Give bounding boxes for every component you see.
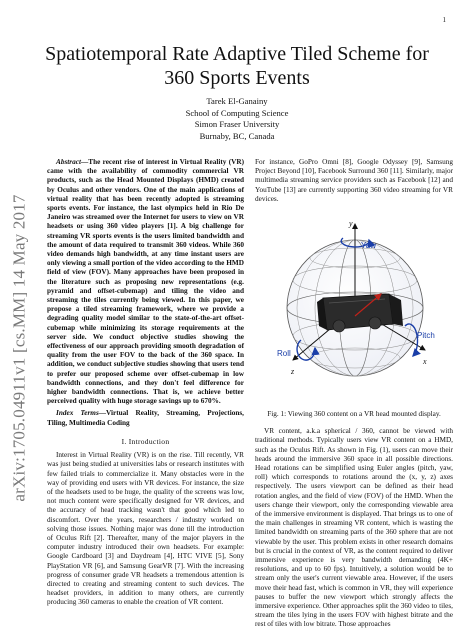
- index-terms-lead: Index Terms: [56, 409, 99, 418]
- left-column: [47, 158, 244, 608]
- page-number: 1: [442, 16, 446, 24]
- yaw-label: Yaw: [361, 241, 376, 251]
- hmd-sphere-diagram: [255, 208, 453, 408]
- abstract-text: —The recent rise of interest in Virtual Reality (VR) came with the availability of commodity commercial VR products, such as the Head Mounted Displays (HMD) created by Oculus and other vendors. One of the main applications of virtual reality that has been recently adopted is streaming sports events. For instance, the last olympics held in Rio De Janeiro was streamed over the Internet for users to view on VR headsets or using 360 video players [1]. A big challenge for streaming VR sports events is the users limited bandwidth and the amount of data required to transmit 360 videos. While 360 video demands high bandwidth, at any time instant users are only viewing a small portion of the video according to the HMD field of view (FOV). Many approaches have been proposed in the literature such as proposing new representations (e.g. pyramid and offset-cubemap) and tiling the video and streaming the tiles currently being viewed. In this paper, we propose a tiled streaming framework, where we provide a degrading quality model similar to the state-of-the-art offset-cubemap while minimizing its storage requirements at the server side. We conduct objective studies showing the effectiveness of our approach providing smooth degradation of quality from the user FOV to the back of the 360 space. In addition, we conduct subjective studies showing that users tend to prefer our proposed scheme over offset-cubemap in low bandwidth connections, and they don't feel difference for higher bandwidth connections. That is, we achieve better perceived quality with huge storage savings up to 670%.: [47, 158, 244, 406]
- index-terms-text: —Virtual Reality, Streaming, Projections, Tiling, Multimedia Coding: [47, 409, 244, 427]
- author-school: School of Computing Science: [185, 107, 289, 118]
- author-university: Simon Fraser University: [194, 119, 280, 129]
- author-block: [30, 96, 444, 142]
- paper-title: Spatiotemporal Rate Adaptive Tiled Scheme for 360 Sports Events: [45, 43, 429, 89]
- pitch-label: Pitch: [417, 331, 435, 341]
- vr-content-paragraph: VR content, a.k.a spherical / 360, cannot be viewed with traditional methods. Typically users view VR content on a HMD, such as the Oculus Rift. As shown in Fig. (1), users can move their heads around the immersive 360 space in all possible directions. Head rotations can be simplified using Euler angles (pitch, yaw, roll) which corresponds to rotations around the (x, y, z) axes respectively. The users viewport can be defined as their head rotation angles, and the field of view (FOV) of the HMD. When the users change their viewport, only the corresponding viewable area of the immersive environment is displayed. That brings us to one of the main challenges in streaming VR content, which is wasting the limited bandwidth on streaming parts of the 360 sphere that are not viewable by the user. This problem exists in other research domains but is crucial in the context of VR, as the content required to deliver immersive experience is very bandwidth demanding (4K+ resolutions, and up to 60 fps). Intuitively, a solution would be to stream only the user's current viewable area. However, if the users move their head fast, which is common in VR, they will experience pauses to buffer the new viewport which strongly affects the immersive experience. Other approaches split the 360 video to tiles, stream the tiles lying in the users FOV with highest bitrate and the rest of tiles with low bitrate. Those approaches: [255, 427, 453, 629]
- arxiv-stamp-container: [2, 138, 38, 558]
- figure-caption: Fig. 1: Viewing 360 content on a VR head mounted display.: [267, 410, 441, 419]
- section-heading: I. Introduction: [121, 436, 170, 446]
- author-name: Tarek El-Ganainy: [206, 96, 268, 106]
- arxiv-stamp: arXiv:1705.04911v1 [cs.MM] 14 May 2017: [10, 194, 29, 502]
- intro-continuation: For instance, GoPro Omni [8], Google Odyssey [9], Samsung Project Beyond [10], Facebook Surround 360 [11]. Similarly, major multimedia streaming service providers such as Facebook [12] and YouTube [13] are currently supporting 360 video streaming for VR devices.: [255, 158, 453, 203]
- z-axis-label: z: [291, 367, 295, 377]
- index-terms: [47, 409, 244, 427]
- roll-label: Roll: [277, 349, 291, 359]
- author-location: Burnaby, BC, Canada: [199, 130, 275, 141]
- figure-hmd-rotation: [255, 208, 453, 408]
- right-column: [255, 158, 453, 630]
- intro-paragraph: Interest in Virtual Reality (VR) is on the rise. Till recently, VR was just being studied at universities labs or research institutes with few failed trials to commercialize it. Many obstacles were in the way of providing end users with VR devices. For instance, the size of the headsets used to be huge, the quality of the screens was low, not much content were specifically designed for VR devices, and the accuracy of head tracking wasn't that good which led to discomfort. Over the years, researchers / industry worked on solving those issues. Nothing major was done till the introduction of Oculus Rift [2]. Thereafter, many of the major players in the computer industry introduced their own headsets. For example: Google Cardboard [3] and Daydream [4], HTC VIVE [5], Sony PlayStation VR [6], and Samsung GearVR [7]. With the increasing progress of consumer grade VR headsets a tremendous attention is directed to creating and streaming content to such devices. The headset providers, in addition to many others, are currently producing 360 cameras to enable the creation of VR content.: [47, 451, 244, 607]
- abstract-lead: Abstract: [56, 158, 81, 166]
- abstract: [47, 158, 244, 406]
- y-axis-label: y: [349, 219, 353, 229]
- x-axis-label: x: [423, 357, 427, 367]
